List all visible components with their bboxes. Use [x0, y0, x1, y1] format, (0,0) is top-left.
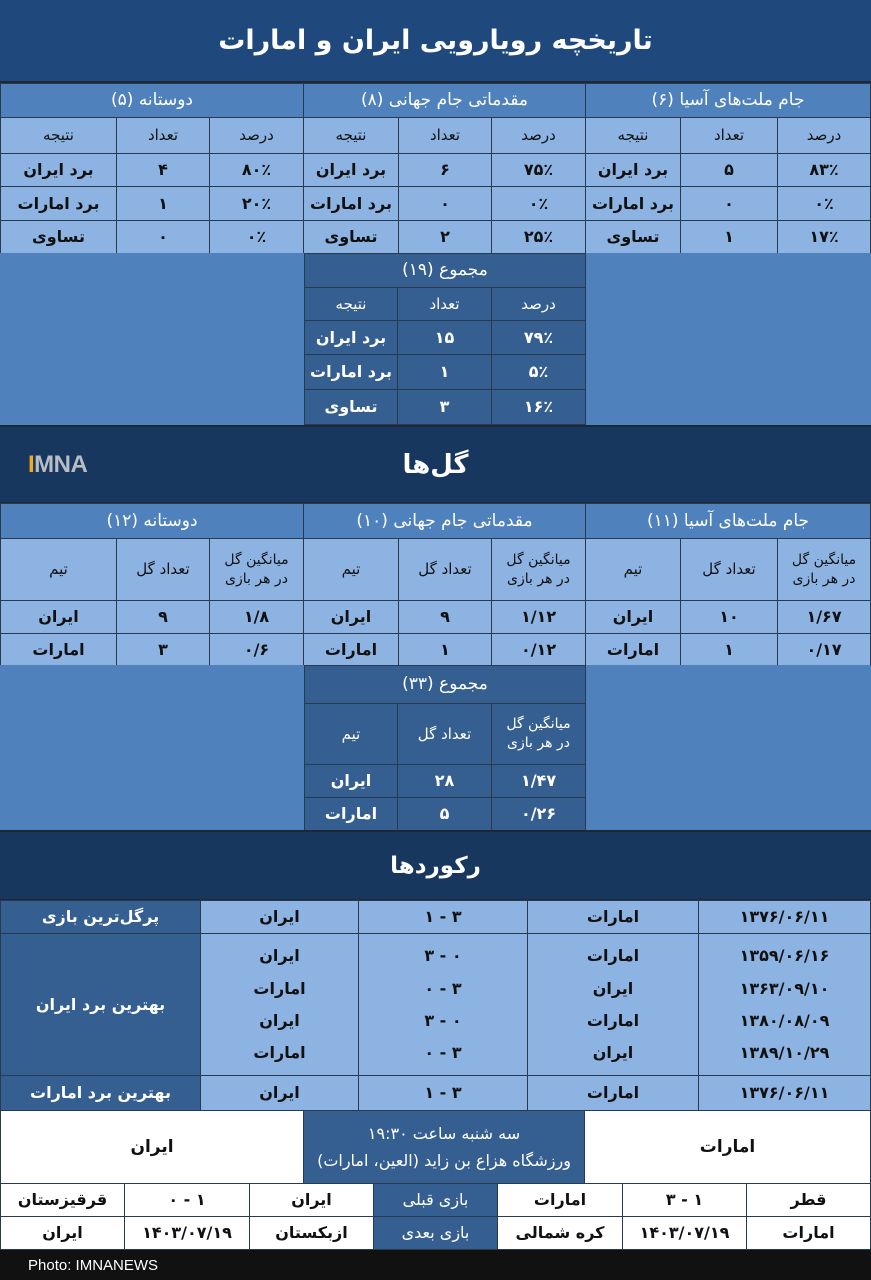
col-header-count: تعداد [116, 117, 210, 154]
table-cell: ایران [304, 764, 398, 798]
table-cell: ۰/۱۲ [491, 633, 586, 666]
record-label-highest-scoring: پرگل‌ترین بازی [0, 900, 201, 934]
table-cell: امارات [585, 633, 681, 666]
record-score: ۰ - ۳ [424, 946, 462, 966]
away-next-opponent: ازبکستان [249, 1216, 374, 1250]
col-header-result: نتیجه [585, 117, 681, 154]
match-info [303, 1110, 585, 1184]
home-prev-score: ۱ - ۳ [622, 1183, 747, 1217]
record-label-best-iran-win: بهترین برد ایران [0, 933, 201, 1076]
away-next-team: ایران [0, 1216, 125, 1250]
record-away-team: ایران [200, 1075, 359, 1111]
record-date: ۱۳۵۹/۰۶/۱۶ [739, 946, 830, 966]
record-date: ۱۳۸۰/۰۸/۰۹ [739, 1010, 830, 1030]
table-cell: تساوی [0, 220, 117, 254]
table-cell: ۵ [680, 153, 778, 187]
table-cell: ایران [303, 600, 399, 634]
table-cell: ۵٪ [491, 354, 586, 390]
record-dates [698, 933, 871, 1076]
col-header-average: میانگین گل در هر بازی [491, 703, 586, 765]
previous-match-label: بازی قبلی [373, 1183, 498, 1217]
table-cell: تساوی [303, 220, 399, 254]
col-header-team: تیم [0, 538, 117, 601]
table-cell: برد ایران [585, 153, 681, 187]
page-title: تاریخچه رویارویی ایران و امارات [0, 0, 871, 83]
results-group-friendly: دوستانه (۵) [0, 83, 304, 118]
records-title: رکوردها [0, 830, 871, 901]
filler-panel [585, 253, 871, 425]
table-cell: ۶ [398, 153, 492, 187]
record-away-team: امارات [253, 978, 306, 998]
table-cell: برد امارات [303, 186, 399, 221]
record-date: ۱۳۸۹/۱۰/۲۹ [739, 1043, 830, 1063]
table-cell: ۲۸ [397, 764, 492, 798]
table-cell: امارات [304, 797, 398, 831]
record-score: ۰ - ۳ [424, 1010, 462, 1030]
table-cell: ۲۵٪ [491, 220, 586, 254]
col-header-average: میانگین گل در هر بازی [491, 538, 586, 601]
results-group-asian-cup: جام ملت‌های آسیا (۶) [585, 83, 871, 118]
table-cell: ۴ [116, 153, 210, 187]
col-header-result: نتیجه [0, 117, 117, 154]
table-cell: ۱۵ [397, 320, 492, 355]
record-date: ۱۳۶۳/۰۹/۱۰ [739, 978, 830, 998]
record-away-team: ایران [200, 900, 359, 934]
table-cell: برد ایران [303, 153, 399, 187]
record-home-teams [527, 933, 699, 1076]
match-home-team: امارات [584, 1110, 871, 1184]
table-cell: ۲ [398, 220, 492, 254]
home-next-opponent: کره شمالی [497, 1216, 623, 1250]
table-cell: ۰٪ [491, 186, 586, 221]
col-header-count: تعداد [680, 117, 778, 154]
col-header-count: تعداد [398, 117, 492, 154]
table-cell: ۱/۴۷ [491, 764, 586, 798]
table-cell: ۱ [398, 633, 492, 666]
table-cell: ۰ [398, 186, 492, 221]
goals-group-asian-cup: جام ملت‌های آسیا (۱۱) [585, 503, 871, 539]
table-cell: ۳ [397, 389, 492, 425]
home-prev-opponent: قطر [746, 1183, 871, 1217]
col-header-result: نتیجه [304, 287, 398, 321]
table-cell: ۱ [680, 220, 778, 254]
record-score: ۳ - ۱ [358, 1075, 528, 1111]
record-label-best-uae-win: بهترین برد امارات [0, 1075, 201, 1111]
col-header-team: تیم [304, 703, 398, 765]
table-cell: ۰ [680, 186, 778, 221]
table-cell: ۹ [116, 600, 210, 634]
col-header-percent: درصد [491, 287, 586, 321]
record-score: ۳ - ۰ [424, 1043, 462, 1063]
table-cell: ۱۶٪ [491, 389, 586, 425]
table-cell: ایران [0, 600, 117, 634]
col-header-average: میانگین گل در هر بازی [777, 538, 871, 601]
home-prev-team: امارات [497, 1183, 623, 1217]
col-header-percent: درصد [491, 117, 586, 154]
away-next-date: ۱۴۰۳/۰۷/۱۹ [124, 1216, 250, 1250]
table-cell: برد ایران [0, 153, 117, 187]
table-cell: امارات [0, 633, 117, 666]
table-cell: ۸۳٪ [777, 153, 871, 187]
record-score: ۳ - ۰ [424, 978, 462, 998]
table-cell: ۸۰٪ [209, 153, 304, 187]
col-header-average: میانگین گل در هر بازی [209, 538, 304, 601]
record-away-teams [200, 933, 359, 1076]
table-cell: ۰/۶ [209, 633, 304, 666]
col-header-percent: درصد [209, 117, 304, 154]
table-cell: ۱ [397, 354, 492, 390]
home-next-date: ۱۴۰۳/۰۷/۱۹ [622, 1216, 747, 1250]
filler-panel [0, 253, 305, 425]
record-away-team: امارات [253, 1043, 306, 1063]
results-total-title: مجموع (۱۹) [304, 253, 586, 288]
table-cell: ۱/۶۷ [777, 600, 871, 634]
record-away-team: ایران [259, 1010, 300, 1030]
match-venue: ورزشگاه هزاع بن زاید (العین، امارات) [317, 1151, 571, 1170]
table-cell: ۰/۱۷ [777, 633, 871, 666]
col-header-percent: درصد [777, 117, 871, 154]
table-cell: ۰/۲۶ [491, 797, 586, 831]
record-home-team: ایران [592, 1043, 634, 1063]
record-home-team: ایران [592, 978, 634, 998]
table-cell: تساوی [585, 220, 681, 254]
table-cell: تساوی [304, 389, 398, 425]
record-home-team: امارات [527, 1075, 699, 1111]
col-header-goals: تعداد گل [398, 538, 492, 601]
table-cell: ۱۷٪ [777, 220, 871, 254]
col-header-count: تعداد [397, 287, 492, 321]
table-cell: ۰٪ [777, 186, 871, 221]
photo-credit: Photo: IMNANEWS [0, 1250, 871, 1280]
logo-bar: I [28, 450, 35, 478]
col-header-goals: تعداد گل [397, 703, 492, 765]
record-away-team: ایران [259, 946, 300, 966]
table-cell: ۱۰ [680, 600, 778, 634]
table-cell: برد امارات [304, 354, 398, 390]
goals-title-text: گل‌ها [402, 449, 469, 480]
table-cell: ۱/۸ [209, 600, 304, 634]
table-cell: ۹ [398, 600, 492, 634]
filler-panel [585, 665, 871, 831]
record-home-team: امارات [527, 900, 699, 934]
record-score: ۳ - ۱ [358, 900, 528, 934]
table-cell: ۰٪ [209, 220, 304, 254]
record-scores [358, 933, 528, 1076]
match-away-team: ایران [0, 1110, 304, 1184]
col-header-team: تیم [303, 538, 399, 601]
col-header-result: نتیجه [303, 117, 399, 154]
goals-group-friendly: دوستانه (۱۲) [0, 503, 304, 539]
table-cell: ۳ [116, 633, 210, 666]
table-cell: ۰ [116, 220, 210, 254]
col-header-goals: تعداد گل [116, 538, 210, 601]
table-cell: ۷۹٪ [491, 320, 586, 355]
away-prev-score: ۱ - ۰ [124, 1183, 250, 1217]
table-cell: ۲۰٪ [209, 186, 304, 221]
goals-group-wc-qualifiers: مقدماتی جام جهانی (۱۰) [303, 503, 586, 539]
results-group-wc-qualifiers: مقدماتی جام جهانی (۸) [303, 83, 586, 118]
match-time: سه شنبه ساعت ۱۹:۳۰ [367, 1123, 521, 1143]
table-cell: برد ایران [304, 320, 398, 355]
away-prev-opponent: قرقیزستان [0, 1183, 125, 1217]
away-prev-team: ایران [249, 1183, 374, 1217]
table-cell: ۱ [680, 633, 778, 666]
table-cell: ۷۵٪ [491, 153, 586, 187]
record-date: ۱۳۷۶/۰۶/۱۱ [698, 1075, 871, 1111]
table-cell: ۱ [116, 186, 210, 221]
col-header-goals: تعداد گل [680, 538, 778, 601]
imna-logo [28, 451, 87, 479]
table-cell: برد امارات [585, 186, 681, 221]
table-cell: برد امارات [0, 186, 117, 221]
goals-total-title: مجموع (۳۳) [304, 665, 586, 704]
col-header-team: تیم [585, 538, 681, 601]
table-cell: ۱/۱۲ [491, 600, 586, 634]
record-home-team: امارات [586, 1010, 640, 1030]
next-match-label: بازی بعدی [373, 1216, 498, 1250]
home-next-team: امارات [746, 1216, 871, 1250]
table-cell: ایران [585, 600, 681, 634]
record-date: ۱۳۷۶/۰۶/۱۱ [698, 900, 871, 934]
record-home-team: امارات [586, 946, 640, 966]
table-cell: ۵ [397, 797, 492, 831]
filler-panel [0, 665, 305, 831]
goals-title [0, 425, 871, 504]
table-cell: امارات [303, 633, 399, 666]
logo-text: MNA [34, 450, 88, 478]
